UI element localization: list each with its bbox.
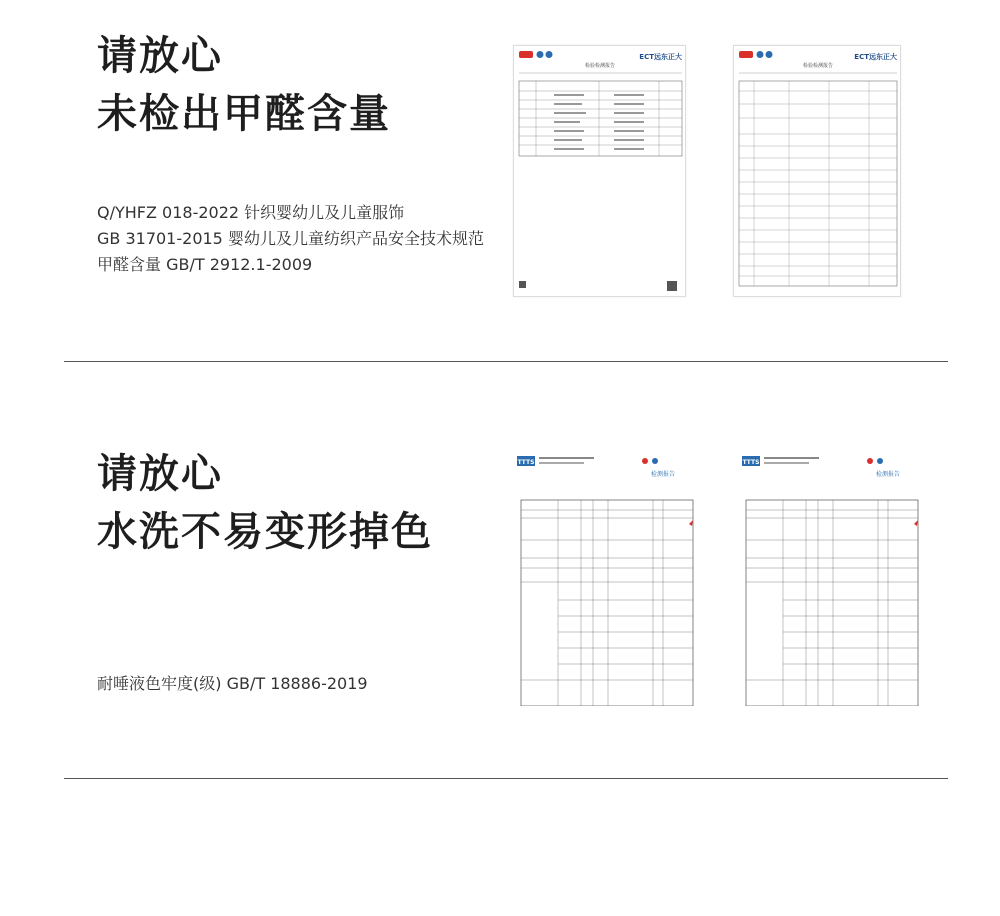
report-heading: 检验检测报告 <box>802 63 834 69</box>
standard-item: 耐唾液色牢度(级) GB/T 18886-2019 <box>97 674 368 693</box>
section-formaldehyde <box>0 0 1000 362</box>
report-brand: TTTS <box>742 459 760 466</box>
section1-title-line1: 请放心 <box>97 33 223 79</box>
standard-item: GB 31701-2015 婴幼儿及儿童纺织产品安全技术规范 <box>97 229 484 248</box>
report-heading: 检测报告 <box>875 471 901 478</box>
section2-title-line1: 请放心 <box>97 451 223 497</box>
test-report-image-2 <box>733 45 901 297</box>
test-report-image-3 <box>513 448 698 706</box>
report-brand: ECT远东正大 <box>639 53 682 61</box>
section2-title-line2: 水洗不易变形掉色 <box>97 509 433 555</box>
section1-title-line2: 未检出甲醛含量 <box>97 91 391 137</box>
section1-standards <box>97 200 484 278</box>
test-report-image-4 <box>738 448 923 706</box>
report-heading: 检验检测报告 <box>584 63 616 69</box>
section-divider <box>64 778 948 779</box>
section2-standards <box>97 671 368 697</box>
standard-item: Q/YHFZ 018-2022 针织婴幼儿及儿童服饰 <box>97 203 405 222</box>
section-colorfastness <box>0 362 1000 782</box>
standard-item: 甲醛含量 GB/T 2912.1-2009 <box>97 255 313 274</box>
report-heading: 检测报告 <box>650 471 676 478</box>
report-brand: TTTS <box>517 459 535 466</box>
report-brand: ECT远东正大 <box>854 53 897 61</box>
test-report-image-1 <box>513 45 686 297</box>
